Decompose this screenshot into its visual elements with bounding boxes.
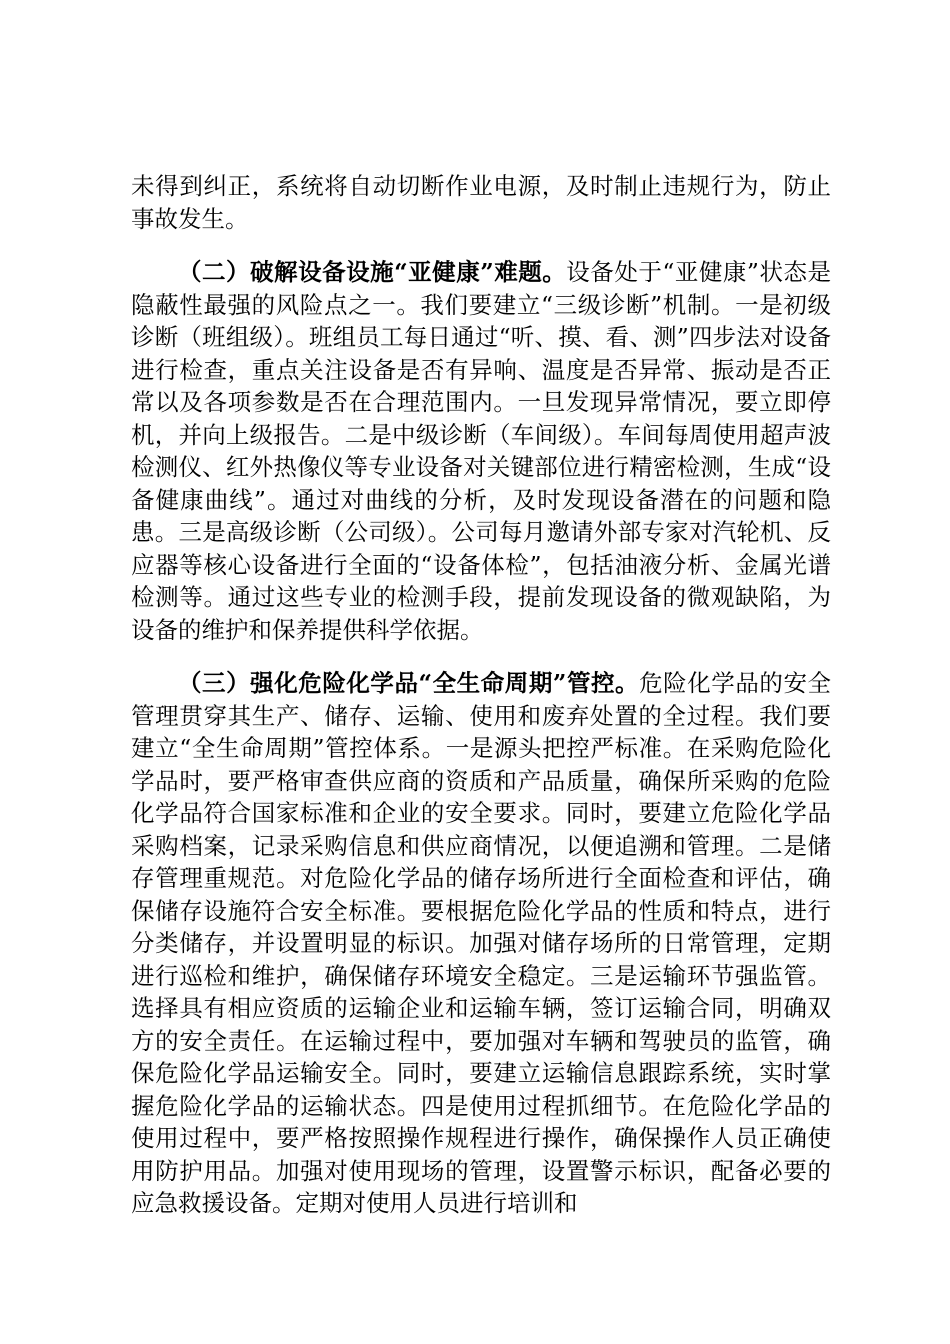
paragraph-hazardous-chemicals xyxy=(131,667,831,1220)
paragraph-text: 危险化学品的安全管理贯穿其生产、储存、运输、使用和废弃处置的全过程。我们要建立“全生命周期”管控体系。一是源头把控严标准。在采购危险化学品时，要严格审查供应商的资质和产品质量，确保所采购的危险化学品符合国家标准和企业的安全要求。同时，要建立危险化学品采购档案，记录采购信息和供应商情况，以便追溯和管理。二是储存管理重规范。对危险化学品的储存场所进行全面检查和评估，确保储存设施符合安全标准。要根据危险化学品的性质和特点，进行分类储存，并设置明显的标识。加强对储存场所的日常管理，定期进行巡检和维护，确保储存环境安全稳定。三是运输环节强监管。选择具有相应资质的运输企业和运输车辆，签订运输合同，明确双方的安全责任。在运输过程中，要加强对车辆和驾驶员的监管，确保危险化学品运输安全。同时，要建立运输信息跟踪系统，实时掌握危险化学品的运输状态。四是使用过程抓细节。在危险化学品的使用过程中，要严格按照操作规程进行操作，确保操作人员正确使用防护用品。加强对使用现场的管理，设置警示标识，配备必要的应急救援设备。定期对使用人员进行培训和 xyxy=(131,669,832,1217)
paragraph-text: 未得到纠正，系统将自动切断作业电源，及时制止违规行为，防止事故发生。 xyxy=(131,172,831,233)
section-heading-equipment: （二）破解设备设施“亚健康”难题。 xyxy=(178,258,567,286)
paragraph-equipment-health xyxy=(131,256,831,646)
document-body xyxy=(131,170,831,1220)
section-heading-chemicals: （三）强化危险化学品“全生命周期”管控。 xyxy=(178,669,640,697)
paragraph-continuation xyxy=(131,170,831,235)
paragraph-text: 设备处于“亚健康”状态是隐蔽性最强的风险点之一。我们要建立“三级诊断”机制。一是初级诊断（班组级）。班组员工每日通过“听、摸、看、测”四步法对设备进行检查，重点关注设备是否有异响、温度是否异常、振动是否正常以及各项参数是否在合理范围内。一旦发现异常情况，要立即停机，并向上级报告。二是中级诊断（车间级）。车间每周使用超声波检测仪、红外热像仪等专业设备对关键部位进行精密检测，生成“设备健康曲线”。通过对曲线的分析，及时发现设备潜在的问题和隐患。三是高级诊断（公司级）。公司每月邀请外部专家对汽轮机、反应器等核心设备进行全面的“设备体检”，包括油液分析、金属光谱检测等。通过这些专业的检测手段，提前发现设备的微观缺陷，为设备的维护和保养提供科学依据。 xyxy=(131,258,831,644)
